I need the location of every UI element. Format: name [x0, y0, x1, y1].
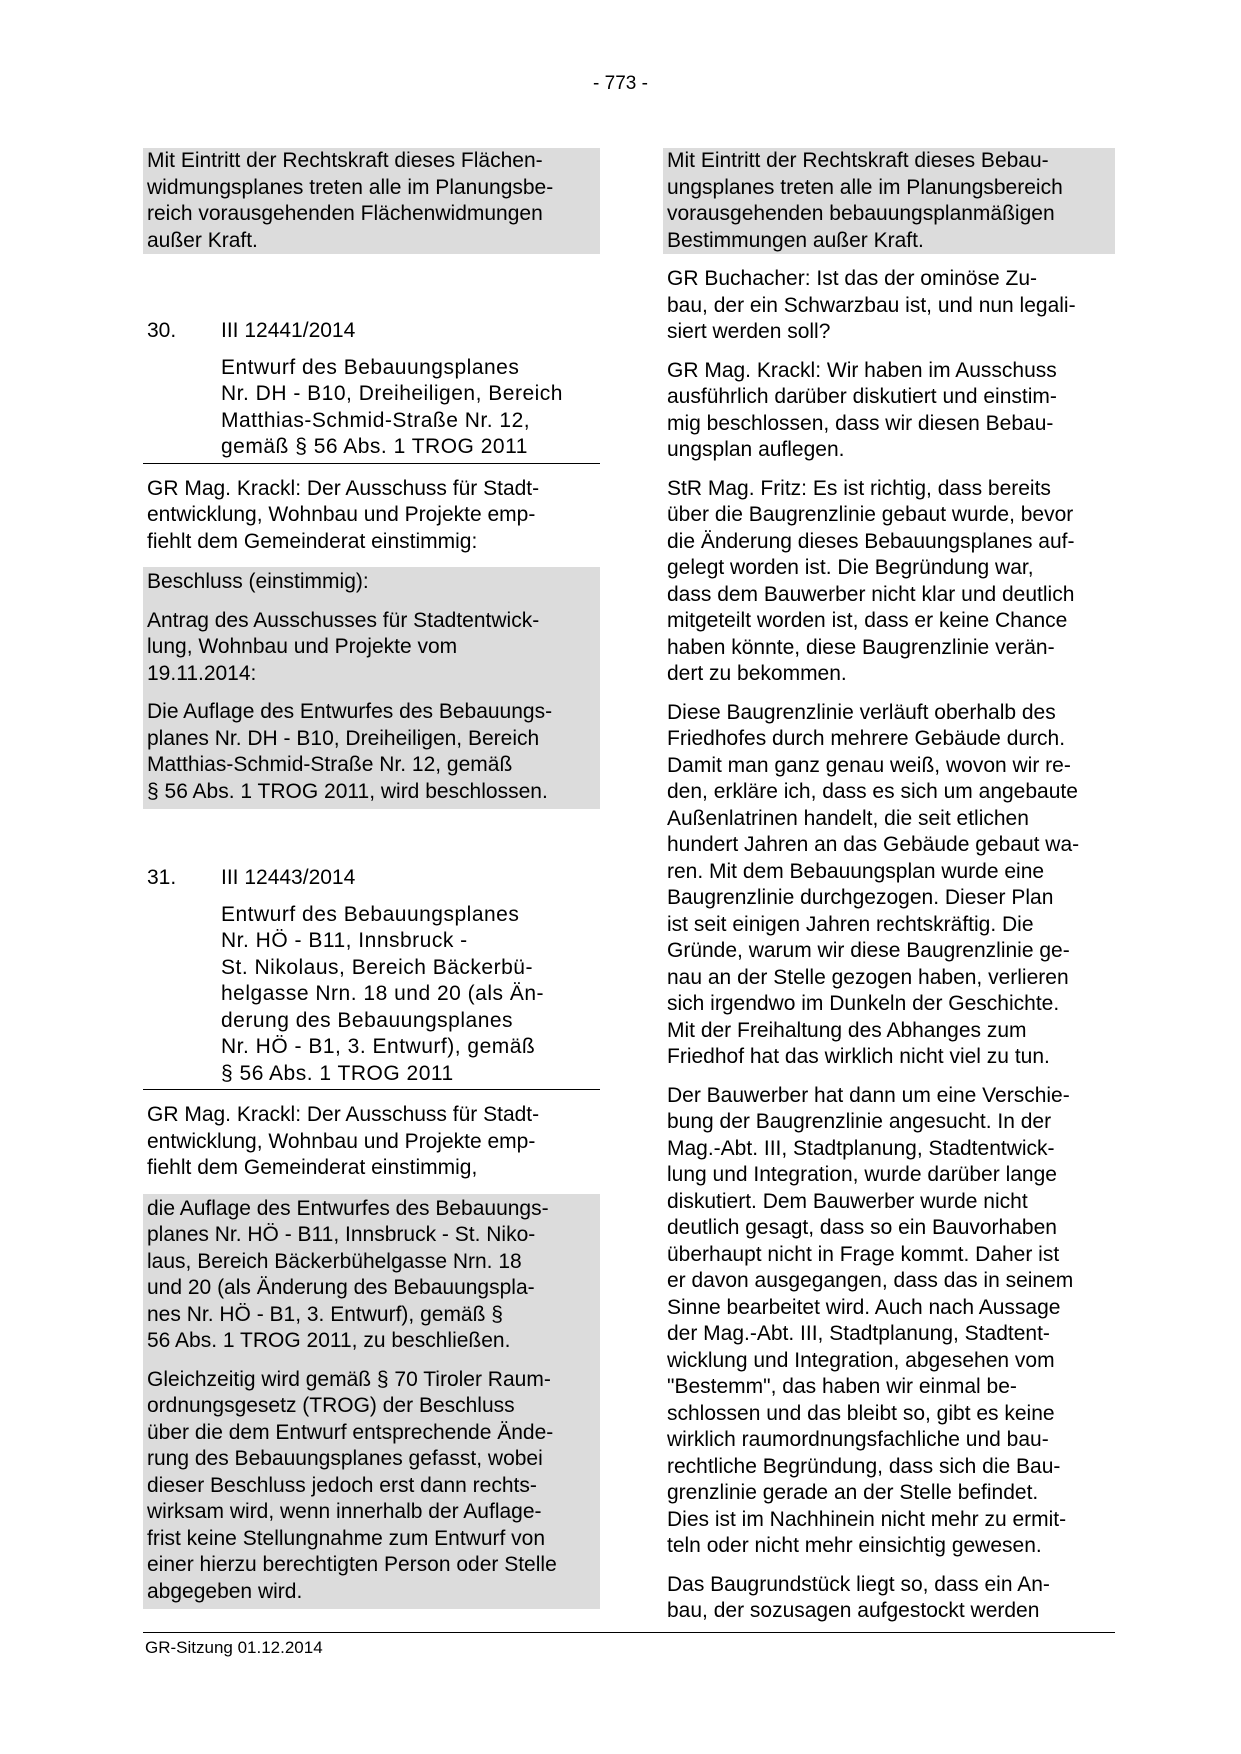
text-line: wirksam wird, wenn innerhalb der Auflage-: [147, 1500, 542, 1523]
text-line: laus, Bereich Bäckerbühelgasse Nrn. 18: [147, 1249, 522, 1273]
text-line: fiehlt dem Gemeinderat einstimmig,: [147, 1156, 478, 1179]
agenda-item-reference: III 12441/2014: [221, 319, 356, 342]
resolution-text: [147, 699, 596, 805]
simultaneous-resolution-text: [147, 1367, 596, 1606]
text-line: "Bestemm", das haben wir einmal be-: [667, 1375, 1017, 1398]
text-line: wicklung und Integration, abgesehen vom: [667, 1348, 1055, 1372]
text-line: rung des Bebauungsplanes gefasst, wobei: [147, 1447, 543, 1470]
agenda-item-31-title: [143, 902, 600, 1091]
text-line: ausführlich darüber diskutiert und einstim-: [667, 385, 1057, 408]
text-line: Matthias-Schmid-Straße Nr. 12,: [221, 408, 531, 432]
text-line: Matthias-Schmid-Straße Nr. 12, gemäß: [147, 753, 513, 776]
text-line: GR Mag. Krackl: Der Ausschuss für Stadt-: [147, 1103, 540, 1126]
text-line: dieser Beschluss jedoch erst dann rechts-: [147, 1473, 537, 1497]
text-line: diskutiert. Dem Bauwerber wurde nicht: [667, 1189, 1028, 1213]
text-line: schlossen und das bleibt so, gibt es keine: [667, 1401, 1055, 1425]
agenda-item-reference: III 12443/2014: [221, 866, 356, 889]
footer-session-label: GR-Sitzung 01.12.2014: [145, 1638, 323, 1657]
text-line: fiehlt dem Gemeinderat einstimmig:: [147, 529, 478, 553]
text-line: Das Baugrundstück liegt so, dass ein An-: [667, 1572, 1050, 1596]
text-line: Friedhof hat das wirklich nicht viel zu tun.: [667, 1045, 1050, 1068]
text-line: Entwurf des Bebauungsplanes: [221, 355, 520, 379]
text-line: außer Kraft.: [147, 228, 258, 252]
text-line: Mit Eintritt der Rechtskraft dieses Flächen-: [147, 149, 543, 172]
text-line: § 56 Abs. 1 TROG 2011, wird beschlossen.: [147, 779, 548, 803]
text-line: Dies ist im Nachhinein nicht mehr zu ermit-: [667, 1507, 1067, 1531]
text-line: Beschluss (einstimmig):: [147, 570, 369, 593]
text-line: ist seit einigen Jahren rechtskräftig. Die: [667, 912, 1034, 936]
text-line: derung des Bebauungsplanes: [221, 1008, 514, 1032]
motion-text: [147, 608, 596, 688]
agenda-item-30-title: [143, 355, 600, 464]
text-line: Baugrenzlinie durchgezogen. Dieser Plan: [667, 886, 1054, 909]
speech-krackl-item-31: [143, 1102, 600, 1182]
text-line: mitgeteilt worden ist, dass er keine Chance: [667, 609, 1068, 632]
text-line: Mit der Freihaltung des Abhanges zum: [667, 1018, 1027, 1042]
text-line: nau an der Stelle gezogen haben, verlieren: [667, 965, 1069, 989]
text-line: GR Mag. Krackl: Der Ausschuss für Stadt-: [147, 476, 540, 500]
agenda-item-31-header: [143, 865, 600, 892]
agenda-item-number: 31.: [147, 866, 177, 889]
text-line: er davon ausgegangen, dass das in seinem: [667, 1269, 1074, 1292]
text-line: Damit man ganz genau weiß, wovon wir re-: [667, 753, 1071, 777]
text-line: der Mag.-Abt. III, Stadtplanung, Stadtent-: [667, 1322, 1050, 1345]
text-line: bau, der sozusagen aufgestockt werden: [667, 1599, 1040, 1622]
text-line: GR Buchacher: Ist das der ominöse Zu-: [667, 267, 1037, 290]
text-line: nes Nr. HÖ - B1, 3. Entwurf), gemäß §: [147, 1302, 503, 1326]
text-line: Antrag des Ausschusses für Stadtentwick-: [147, 608, 540, 632]
text-line: grenzlinie gerade an der Stelle befindet.: [667, 1481, 1039, 1504]
text-line: ren. Mit dem Bebauungsplan wurde eine: [667, 859, 1045, 883]
text-line: Entwurf des Bebauungsplanes: [221, 902, 520, 926]
text-line: Außenlatrinen handelt, die seit etlichen: [667, 806, 1029, 830]
text-line: St. Nikolaus, Bereich Bäckerbü-: [221, 955, 533, 979]
text-line: Gründe, warum wir diese Baugrenzlinie ge-: [667, 939, 1070, 962]
text-line: Nr. HÖ - B11, Innsbruck -: [221, 929, 468, 952]
text-line: und 20 (als Änderung des Bebauungspla-: [147, 1276, 535, 1299]
text-line: rechtliche Begründung, dass sich die Bau-: [667, 1454, 1061, 1478]
agenda-item-30-header: [143, 318, 600, 345]
text-line: den, erkläre ich, dass es sich um angebaute: [667, 780, 1078, 803]
text-line: sich irgendwo im Dunkeln der Geschichte.: [667, 992, 1060, 1015]
text-line: StR Mag. Fritz: Es ist richtig, dass bereits: [667, 476, 1051, 500]
speech-krackl-item-30: [143, 476, 600, 556]
text-line: entwicklung, Wohnbau und Projekte emp-: [147, 1129, 536, 1153]
paragraph-intro-left: [143, 148, 600, 254]
text-line: abgegeben wird.: [147, 1579, 303, 1603]
text-line: teln oder nicht mehr einsichtig gewesen.: [667, 1534, 1042, 1557]
text-line: mig beschlossen, dass wir diesen Bebau-: [667, 411, 1054, 435]
text-line: über die Baugrenzlinie gebaut wurde, bevor: [667, 503, 1074, 526]
resolution-block-item-31: [143, 1194, 600, 1610]
text-line: bau, der ein Schwarzbau ist, und nun legali-: [667, 293, 1076, 317]
text-line: ungsplanes treten alle im Planungsbereich: [667, 175, 1063, 199]
text-line: Diese Baugrenzlinie verläuft oberhalb des: [667, 700, 1056, 724]
text-line: frist keine Stellungnahme zum Entwurf von: [147, 1526, 546, 1550]
text-line: § 56 Abs. 1 TROG 2011: [221, 1061, 454, 1085]
text-line: reich vorausgehenden Flächenwidmungen: [147, 202, 543, 225]
text-line: die Auflage des Entwurfes des Bebauungs-: [147, 1196, 549, 1220]
text-line: Die Auflage des Entwurfes des Bebauungs-: [147, 700, 553, 723]
text-line: gelegt worden ist. Die Begründung war,: [667, 556, 1034, 579]
left-column: [143, 148, 600, 1621]
text-line: widmungsplanes treten alle im Planungsbe-: [147, 175, 554, 199]
right-column: [663, 148, 1115, 1637]
paragraph-bauwerber: [663, 1083, 1115, 1560]
text-line: helgasse Nrn. 18 und 20 (als Än-: [221, 982, 545, 1005]
text-line: 56 Abs. 1 TROG 2011, zu beschließen.: [147, 1329, 511, 1352]
text-line: Gleichzeitig wird gemäß § 70 Tiroler Raum-: [147, 1367, 551, 1391]
text-line: hundert Jahren an das Gebäude gebaut wa-: [667, 833, 1080, 856]
text-line: GR Mag. Krackl: Wir haben im Ausschuss: [667, 358, 1057, 382]
text-line: überhaupt nicht in Frage kommt. Daher ist: [667, 1242, 1060, 1266]
paragraph-baugrundstueck: [663, 1572, 1115, 1625]
text-line: deutlich gesagt, dass so ein Bauvorhaben: [667, 1216, 1057, 1239]
text-line: Friedhofes durch mehrere Gebäude durch.: [667, 727, 1066, 750]
text-line: planes Nr. HÖ - B11, Innsbruck - St. Niko-: [147, 1223, 536, 1246]
text-line: über die dem Entwurf entsprechende Ände-: [147, 1420, 554, 1444]
speech-fritz: [663, 476, 1115, 688]
decision-block-item-30: [143, 567, 600, 809]
text-line: ungsplan auflegen.: [667, 438, 845, 461]
speech-buchacher: [663, 266, 1115, 346]
text-line: Nr. DH - B10, Dreiheiligen, Bereich: [221, 382, 563, 405]
text-line: dert zu bekommen.: [667, 662, 847, 685]
decision-label: [147, 569, 596, 596]
page-number: - 773 -: [593, 73, 648, 94]
text-line: Mag.-Abt. III, Stadtplanung, Stadtentwick-: [667, 1136, 1055, 1160]
text-line: die Änderung dieses Bebauungsplanes auf-: [667, 529, 1075, 553]
text-line: einer hierzu berechtigten Person oder Stelle: [147, 1553, 557, 1576]
text-line: Sinne bearbeitet wird. Auch nach Aussage: [667, 1295, 1061, 1319]
text-line: wirklich raumordnungsfachliche und bau-: [667, 1428, 1049, 1451]
resolution-text: [147, 1196, 596, 1355]
text-line: lung und Integration, wurde darüber lange: [667, 1163, 1057, 1186]
text-line: 19.11.2014:: [147, 661, 257, 685]
text-line: haben könnte, diese Baugrenzlinie verän-: [667, 635, 1055, 659]
text-line: gemäß § 56 Abs. 1 TROG 2011: [221, 435, 528, 458]
text-line: bung der Baugrenzlinie angesucht. In der: [667, 1110, 1052, 1133]
text-line: Bestimmungen außer Kraft.: [667, 228, 924, 252]
paragraph-intro-right: [663, 148, 1115, 254]
text-line: siert werden soll?: [667, 320, 831, 343]
footer-divider: [143, 1632, 1115, 1633]
text-line: dass dem Bauwerber nicht klar und deutlich: [667, 582, 1075, 606]
text-line: Nr. HÖ - B1, 3. Entwurf), gemäß: [221, 1035, 536, 1058]
text-line: Der Bauwerber hat dann um eine Verschie-: [667, 1083, 1070, 1107]
text-line: entwicklung, Wohnbau und Projekte emp-: [147, 503, 536, 526]
text-line: lung, Wohnbau und Projekte vom: [147, 635, 458, 658]
text-line: Mit Eintritt der Rechtskraft dieses Bebau-: [667, 149, 1049, 172]
text-line: ordnungsgesetz (TROG) der Beschluss: [147, 1394, 515, 1417]
text-line: planes Nr. DH - B10, Dreiheiligen, Bereich: [147, 726, 540, 750]
agenda-item-number: 30.: [147, 319, 177, 342]
paragraph-baugrenzlinie: [663, 700, 1115, 1071]
text-line: vorausgehenden bebauungsplanmäßigen: [667, 202, 1055, 225]
speech-krackl: [663, 358, 1115, 464]
